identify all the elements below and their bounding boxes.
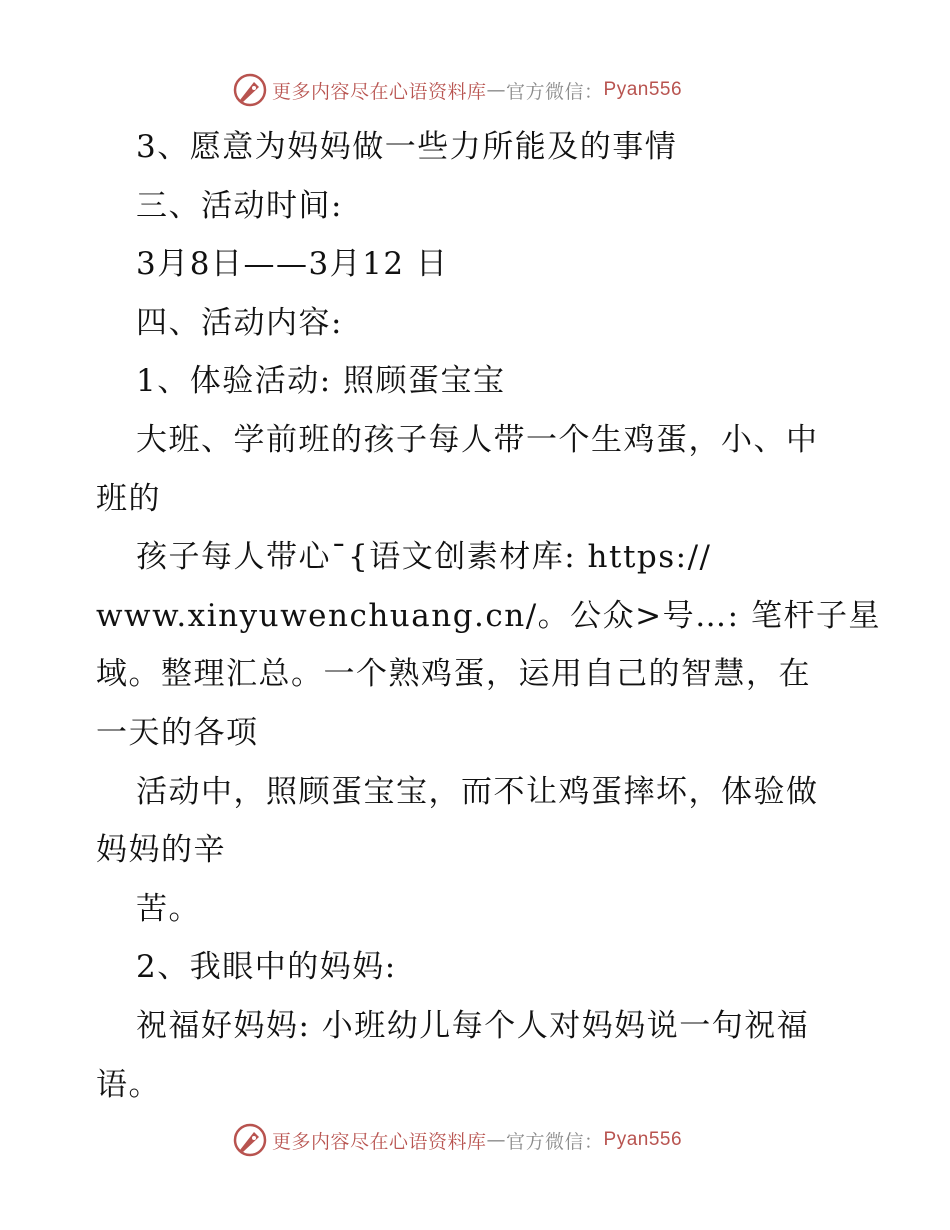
body-line: 3、愿意为妈妈做一些力所能及的事情 xyxy=(136,129,678,165)
body-line: www.xinyuwenchuang.cn/。公众>号…: 笔杆子星 xyxy=(96,597,881,634)
subsection-heading: 2、我眼中的妈妈: xyxy=(136,949,397,986)
body-line: 班的 xyxy=(96,480,161,517)
footer-separator: — xyxy=(486,1129,507,1151)
header-banner xyxy=(232,70,712,110)
section-heading-time: 三、活动时间: xyxy=(136,187,343,224)
subsection-heading: 1、体验活动: 照顾蛋宝宝 xyxy=(136,363,506,400)
footer-banner xyxy=(232,1120,712,1160)
footer-wechat-id: Pyan556 xyxy=(603,1129,683,1150)
pen-nib-logo-icon xyxy=(232,72,268,108)
body-line: 大班、学前班的孩子每人带一个生鸡蛋，小、中 xyxy=(136,421,819,458)
body-line: 3月8日——3月12 日 xyxy=(136,246,449,283)
header-wechat-label: 官方微信： xyxy=(506,80,604,103)
header-separator: — xyxy=(486,79,507,101)
document-body xyxy=(96,118,881,1114)
body-line: 苦。 xyxy=(136,890,201,927)
footer-site-text: 更多内容尽在心语资料库 xyxy=(272,1130,487,1153)
footer-wechat-label: 官方微信： xyxy=(506,1130,604,1153)
body-line: 孩子每人带心¯{语文创素材库: https:// xyxy=(136,539,712,576)
header-wechat-id: Pyan556 xyxy=(603,79,683,100)
body-line: 语。 xyxy=(96,1066,161,1103)
body-line: 一天的各项 xyxy=(96,714,259,751)
body-line: 祝福好妈妈: 小班幼儿每个人对妈妈说一句祝福 xyxy=(136,1007,810,1044)
body-line: 活动中，照顾蛋宝宝，而不让鸡蛋摔坏，体验做 xyxy=(136,773,819,810)
body-line: 妈妈的辛 xyxy=(96,832,226,869)
header-site-text: 更多内容尽在心语资料库 xyxy=(272,80,487,103)
section-heading-content: 四、活动内容: xyxy=(136,304,343,341)
body-line: 域。整理汇总。一个熟鸡蛋，运用自己的智慧，在 xyxy=(96,656,811,693)
pen-nib-logo-icon xyxy=(232,1122,268,1158)
